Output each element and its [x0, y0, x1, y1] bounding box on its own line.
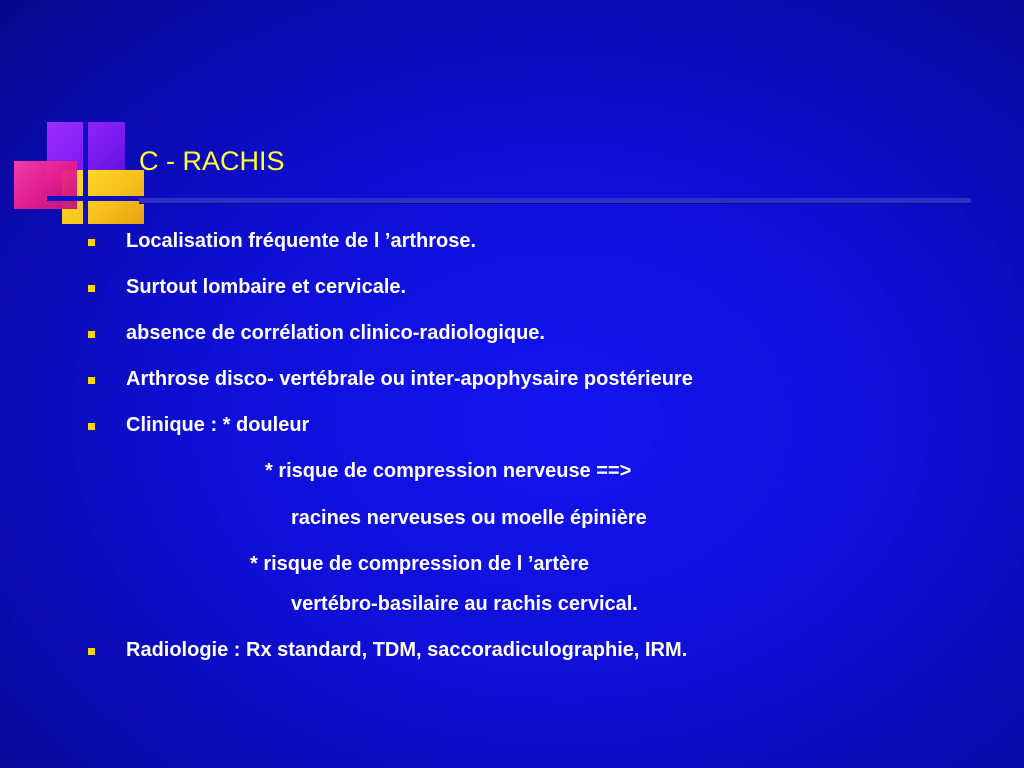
bullet-item: Arthrose disco- vertébrale ou inter-apophysaire postérieure — [126, 368, 693, 390]
bullet-marker-icon — [88, 423, 95, 430]
slide-title: C - RACHIS — [139, 146, 285, 176]
bullet-item: Clinique : * douleur — [126, 414, 310, 436]
sub-item: * risque de compression nerveuse ==> — [265, 460, 632, 482]
bullet-marker-icon — [88, 648, 95, 655]
bullet-marker-icon — [88, 331, 95, 338]
bullet-marker-icon — [88, 285, 95, 292]
sub-item: * risque de compression de l ’artère — [250, 553, 590, 575]
bullet-marker-icon — [88, 377, 95, 384]
bullet-item: Localisation fréquente de l ’arthrose. — [126, 230, 477, 252]
bullet-item: Radiologie : Rx standard, TDM, saccoradiculographie, IRM. — [126, 639, 688, 661]
bullet-item: Surtout lombaire et cervicale. — [126, 276, 407, 298]
bullet-item: absence de corrélation clinico-radiologique. — [126, 322, 545, 344]
bullet-marker-icon — [88, 239, 95, 246]
sub-item: racines nerveuses ou moelle épinière — [291, 507, 647, 529]
sub-item: vertébro-basilaire au rachis cervical. — [291, 593, 638, 615]
